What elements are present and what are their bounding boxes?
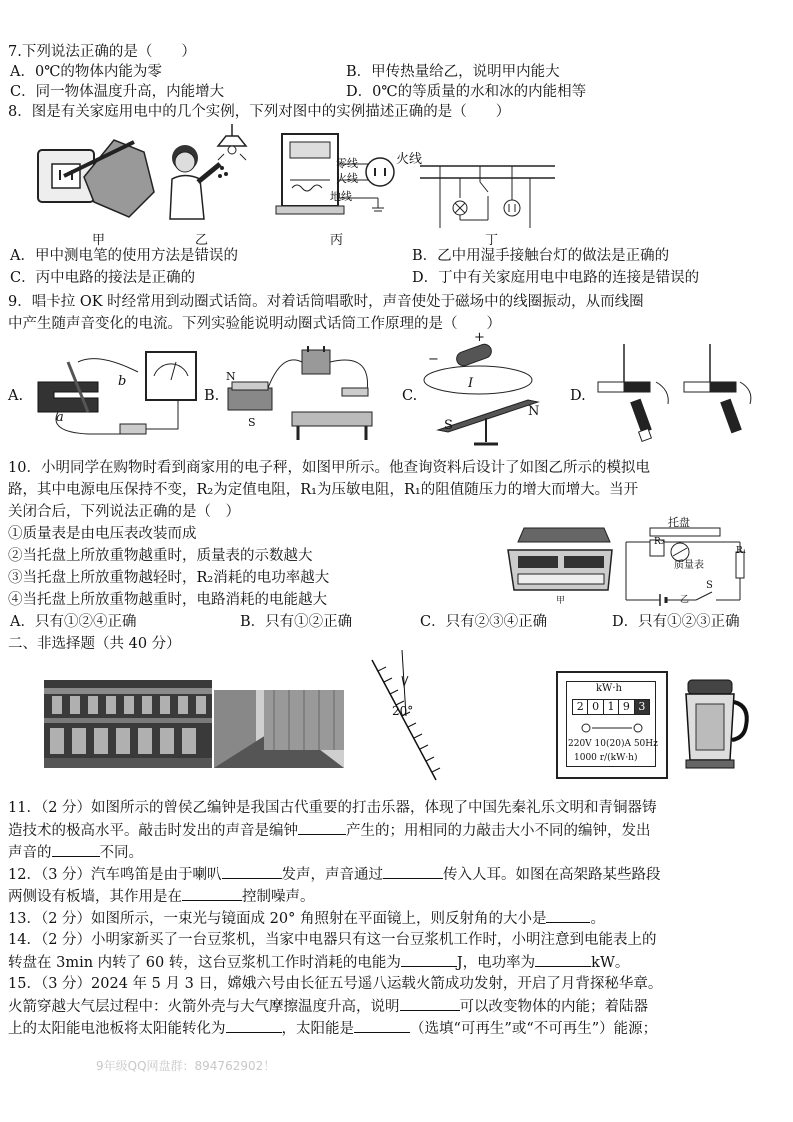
- q13-line1-part2: 。: [590, 911, 605, 927]
- q9-fig-c-minus: −: [428, 352, 439, 367]
- meter-unit: kW·h: [596, 683, 622, 694]
- meter-spec-1: 220V 10(20)A 50Hz: [568, 739, 658, 749]
- q10-statement-4: ④当托盘上所放重物越重时，电路消耗的电能越大: [8, 592, 327, 608]
- q9-fig-b-label-s: S: [248, 416, 256, 429]
- q9-letter-c: C.: [402, 388, 418, 404]
- q15-blank-1[interactable]: [400, 996, 460, 1011]
- q9-fig-c: [418, 330, 558, 450]
- q9-fig-c-plus: +: [474, 330, 485, 345]
- meter-digit-3: 1: [604, 700, 619, 714]
- q12-blank-1[interactable]: [222, 864, 282, 879]
- q14-line2-part1: 转盘在 3min 内转了 60 转，这台豆浆机工作时消耗的电能为: [8, 955, 401, 971]
- q11-line2-part1: 造技术的极高水平。敲击时发出的声音是编钟: [8, 823, 298, 839]
- q10-statement-2: ②当托盘上所放重物越重时，质量表的示数越大: [8, 548, 313, 564]
- q15-blank-3[interactable]: [354, 1018, 410, 1033]
- bianzhong-photo: [44, 680, 212, 768]
- q12-line2-part2: 控制噪声。: [242, 889, 315, 905]
- q10-label-yi: 乙: [680, 595, 690, 605]
- q14-line2-part2: J，电功率为: [456, 955, 536, 971]
- q15-blank-2[interactable]: [226, 1018, 282, 1033]
- q9-fig-c-n: N: [528, 404, 540, 419]
- q9-fig-a-label-b: b: [118, 374, 127, 389]
- q12-line1-part1: 12．（3 分）汽车鸣笛是由于喇叭: [8, 867, 222, 883]
- q11-line3: [8, 842, 143, 863]
- q12-line2: [8, 886, 315, 907]
- q10-label-s: S: [706, 580, 713, 591]
- q9-fig-c-s: S: [444, 418, 453, 433]
- q8-bing-zero-label: 零线: [336, 157, 358, 170]
- q12-line1-part3: 传入人耳。如图在高架路某些路段: [443, 867, 661, 883]
- meter-digit-1: 2: [573, 700, 588, 714]
- q15-line3: [8, 1018, 657, 1039]
- q9-fig-b-label-n: N: [226, 370, 236, 383]
- q12-line2-part1: 两侧设有板墙，其作用是在: [8, 889, 182, 905]
- q15-line2-part2: 可以改变物体的内能；着陆器: [459, 999, 648, 1015]
- q9-line1: 9．唱卡拉 OK 时经常用到动圈式话筒。对着话筒唱歌时，声音使处于磁场中的线圈振动，从而线圈: [8, 294, 644, 310]
- q8-label-ding: 丁: [485, 233, 499, 248]
- q13-blank-1[interactable]: [546, 908, 590, 923]
- q15-line1: 15．（3 分）2024 年 5 月 3 日，嫦娥六号由长征五号遥八运载火箭成功发射，开启了月背探秘华章。: [8, 976, 663, 992]
- q7-stem: 7.下列说法正确的是（ ）: [8, 44, 196, 60]
- q14-line2: [8, 952, 629, 973]
- q11-blank-1[interactable]: [298, 820, 346, 835]
- q8-option-d: D．丁中有关家庭用电中电路的连接是错误的: [412, 270, 700, 286]
- q11-line3-part1: 声音的: [8, 845, 52, 861]
- q8-bing-fire-label: 火线: [336, 172, 358, 185]
- mirror-angle-label: 20°: [392, 704, 414, 718]
- q9-line2: 中产生随声音变化的电流。下列实验能说明动圈式话筒工作原理的是（ ）: [8, 316, 501, 332]
- q13-line1: [8, 908, 605, 929]
- q10-option-c: C．只有②③④正确: [420, 614, 548, 630]
- q15-line3-part2: ，太阳能是: [281, 1021, 354, 1037]
- q9-fig-d: [592, 344, 762, 444]
- q8-option-b: B．乙中用湿手接触台灯的做法是正确的: [412, 248, 670, 264]
- q11-line1: 11．（2 分）如图所示的曾侯乙编钟是我国古代重要的打击乐器，体现了中国先秦礼乐文明和青铜器铸: [8, 800, 657, 816]
- q8-stem: 8．图是有关家庭用电中的几个实例，下列对图中的实例描述正确的是（ ）: [8, 104, 511, 120]
- meter-digit-2: 0: [588, 700, 603, 714]
- q11-line2: [8, 820, 651, 841]
- q7-option-b: B．甲传热量给乙，说明甲内能大: [346, 64, 560, 80]
- q8-label-jia: 甲: [92, 233, 106, 248]
- meter-digit-5: 3: [635, 700, 649, 714]
- section-2-heading: 二、非选择题（共 40 分）: [8, 636, 181, 652]
- electric-meter: [556, 671, 668, 779]
- watermark: 9年级QQ网盘群：894762902！: [96, 1059, 276, 1073]
- soymilk-machine-photo: [672, 676, 752, 772]
- q12-line1-part2: 发声，声音通过: [281, 867, 384, 883]
- q8-bing-ground-label: 地线: [330, 190, 352, 203]
- q9-fig-a: [28, 342, 208, 442]
- q9-letter-a: A.: [8, 388, 24, 404]
- q11-line2-part2: 产生的；用相同的力敲击大小不同的编钟，发出: [346, 823, 651, 839]
- q9-fig-c-current: I: [468, 376, 474, 391]
- q15-line2-part1: 火箭穿越大气层过程中：火箭外壳与大气摩擦温度升高，说明: [8, 999, 400, 1015]
- highway-photo: [214, 690, 344, 768]
- q10-option-a: A．只有①②④正确: [10, 614, 137, 630]
- q8-option-c: C．丙中电路的接法是正确的: [10, 270, 196, 286]
- q10-line3: 关闭合后，下列说法正确的是（ ）: [8, 504, 240, 520]
- q10-label-jia: 甲: [556, 596, 566, 606]
- q14-line2-part3: kW。: [591, 955, 630, 971]
- q12-line1: [8, 864, 661, 885]
- q10-line2: 路，其中电源电压保持不变，R₂为定值电阻，R₁为压敏电阻，R₁的阻值随压力的增大而增大。当开: [8, 482, 639, 498]
- q10-fig-scale: [504, 520, 616, 598]
- q15-line3-part3: （选填“可再生”或“不可再生”）能源；: [410, 1021, 658, 1037]
- q10-option-b: B．只有①②正确: [240, 614, 353, 630]
- q11-blank-2[interactable]: [52, 842, 100, 857]
- meter-disc-icon: [578, 721, 646, 735]
- q10-label-r2: R₂: [654, 537, 665, 547]
- q8-ding-fire-label: 火线: [396, 152, 423, 167]
- q8-label-bing: 丙: [330, 233, 344, 248]
- q9-letter-d: D.: [570, 388, 586, 404]
- meter-spec-2: 1000 r/(kW·h): [574, 753, 638, 763]
- q11-line3-part2: 不同。: [99, 845, 143, 861]
- q10-statement-3: ③当托盘上所放重物越轻时，R₂消耗的电功率越大: [8, 570, 330, 586]
- q8-fig-jia: [34, 132, 164, 222]
- q7-option-a: A．0℃的物体内能为零: [10, 64, 162, 80]
- q9-letter-b: B.: [204, 388, 220, 404]
- q8-fig-ding: [420, 148, 560, 228]
- q14-line1: 14．（2 分）小明家新买了一台豆浆机，当家中电器只有这一台豆浆机工作时，小明注意到电能表上的: [8, 932, 657, 948]
- q10-label-tray: 托盘: [668, 516, 690, 529]
- q14-blank-2[interactable]: [535, 952, 591, 967]
- q12-blank-2[interactable]: [383, 864, 443, 879]
- meter-digit-4: 9: [619, 700, 634, 714]
- q10-statement-1: ①质量表是由电压表改装而成: [8, 526, 197, 542]
- q7-option-d: D．0℃的等质量的水和冰的内能相等: [346, 84, 587, 100]
- q13-line1-part1: 13．（2 分）如图所示，一束光与镜面成 20° 角照射在平面镜上，则反射角的大小是: [8, 911, 547, 927]
- q15-line2: [8, 996, 648, 1017]
- q7-option-c: C．同一物体温度升高，内能增大: [10, 84, 225, 100]
- q10-label-r1: R₁: [736, 546, 747, 556]
- q9-fig-a-label-a: a: [56, 410, 64, 425]
- q12-blank-3[interactable]: [182, 886, 242, 901]
- q10-option-d: D．只有①②③正确: [612, 614, 740, 630]
- q10-line1: 10．小明同学在购物时看到商家用的电子秤，如图甲所示。他查询资料后设计了如图乙所示的模拟电: [8, 460, 650, 476]
- q14-blank-1[interactable]: [401, 952, 457, 967]
- q8-label-yi: 乙: [195, 233, 209, 248]
- q8-option-a: A．甲中测电笔的使用方法是错误的: [10, 248, 238, 264]
- q8-fig-yi: [160, 124, 260, 224]
- q10-label-meter: 质量表: [674, 560, 704, 571]
- q15-line3-part1: 上的太阳能电池板将太阳能转化为: [8, 1021, 226, 1037]
